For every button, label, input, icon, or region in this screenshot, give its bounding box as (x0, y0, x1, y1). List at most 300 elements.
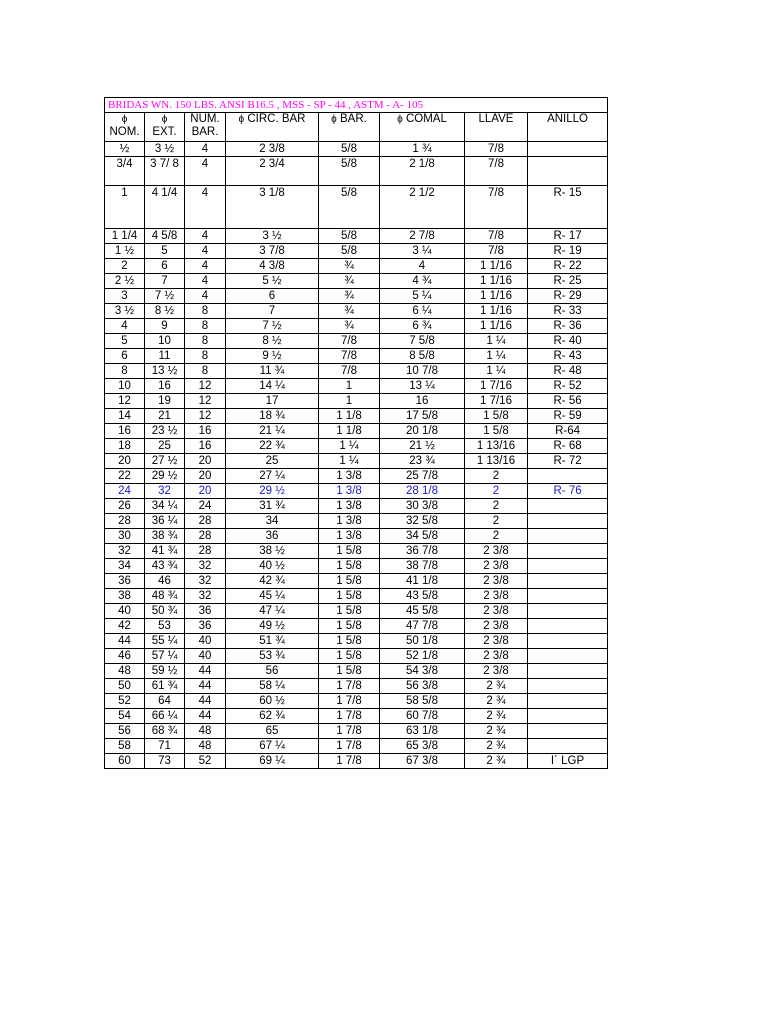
table-cell: 1 1/4 (105, 229, 145, 244)
table-row (105, 454, 608, 469)
table-cell: 17 5/8 (380, 409, 465, 424)
table-cell: 3 ¼ (380, 244, 465, 259)
table-row (105, 619, 608, 634)
table-row (105, 544, 608, 559)
table-cell: ¾ (319, 304, 380, 319)
table-cell: 36 (185, 619, 226, 634)
table-cell (528, 634, 608, 649)
table-cell: 20 (185, 469, 226, 484)
table-cell (528, 739, 608, 754)
table-cell (528, 514, 608, 529)
flange-table (104, 97, 608, 769)
table-cell: 4 (185, 244, 226, 259)
table-cell: 21 ½ (380, 439, 465, 454)
diameter-symbol: ϕ (397, 114, 403, 125)
table-cell: 5 ½ (226, 274, 319, 289)
table-cell: 34 5/8 (380, 529, 465, 544)
table-cell: 1 3/8 (319, 499, 380, 514)
table-cell: 60 (105, 754, 145, 769)
table-cell: R- 68 (528, 439, 608, 454)
table-cell: 7/8 (465, 244, 528, 259)
table-cell: 2 1/8 (380, 157, 465, 186)
table-title: BRIDAS WN. 150 LBS. ANSI B16.5 , MSS - SP - 44 , ASTM - A- 105 (105, 98, 608, 113)
table-cell: 2 (465, 469, 528, 484)
table-cell: 4 3/8 (226, 259, 319, 274)
table-cell: 4 (185, 142, 226, 157)
table-cell: 1 ¾ (380, 142, 465, 157)
table-cell: 36 (105, 574, 145, 589)
table-cell: 63 1/8 (380, 724, 465, 739)
table-cell: 28 1/8 (380, 484, 465, 499)
table-cell: 7/8 (465, 186, 528, 229)
table-cell: 2 3/8 (465, 634, 528, 649)
table-cell: 47 ¼ (226, 604, 319, 619)
table-cell: 5 ¼ (380, 289, 465, 304)
table-cell: 4 (380, 259, 465, 274)
diameter-symbol: ϕ (121, 114, 128, 125)
table-cell: 24 (105, 484, 145, 499)
table-cell: 34 (226, 514, 319, 529)
table-cell: 19 (145, 394, 185, 409)
table-cell (528, 529, 608, 544)
table-cell: 69 ¼ (226, 754, 319, 769)
table-cell: 23 ½ (145, 424, 185, 439)
table-cell: 10 7/8 (380, 364, 465, 379)
table-cell: 46 (105, 649, 145, 664)
table-cell: 7/8 (465, 142, 528, 157)
table-row (105, 469, 608, 484)
table-cell: R- 56 (528, 394, 608, 409)
table-cell: R- 52 (528, 379, 608, 394)
table-cell: 36 (226, 529, 319, 544)
table-cell (528, 709, 608, 724)
table-cell: 34 ¼ (145, 499, 185, 514)
table-cell: 2 ¾ (465, 679, 528, 694)
table-cell: 13 ¼ (380, 379, 465, 394)
table-cell: 51 ¾ (226, 634, 319, 649)
table-cell (528, 469, 608, 484)
table-cell: 1 ½ (105, 244, 145, 259)
table-cell: 4 1/4 (145, 186, 185, 229)
table-cell: R- 48 (528, 364, 608, 379)
table-cell: 56 (105, 724, 145, 739)
table-cell: 28 (185, 514, 226, 529)
table-cell: 66 ¼ (145, 709, 185, 724)
table-cell: 1 ¼ (465, 334, 528, 349)
table-cell: 12 (105, 394, 145, 409)
table-cell: 1 5/8 (319, 649, 380, 664)
table-cell: 38 (105, 589, 145, 604)
table-cell: 32 (185, 559, 226, 574)
table-cell: 2 3/8 (465, 559, 528, 574)
table-cell: 2 3/8 (465, 664, 528, 679)
column-header (185, 113, 226, 142)
table-cell: 32 (185, 589, 226, 604)
table-cell: 26 (105, 499, 145, 514)
table-cell: 38 ¾ (145, 529, 185, 544)
table-cell (528, 724, 608, 739)
table-cell: 29 ½ (226, 484, 319, 499)
table-cell: 1 13/16 (465, 454, 528, 469)
table-cell: 1 (319, 379, 380, 394)
table-cell: 44 (185, 694, 226, 709)
table-cell (528, 664, 608, 679)
table-row (105, 304, 608, 319)
table-cell: 7/8 (319, 349, 380, 364)
table-cell: 4 (185, 289, 226, 304)
table-cell: 44 (185, 679, 226, 694)
table-cell: 7 ½ (145, 289, 185, 304)
table-cell: 30 3/8 (380, 499, 465, 514)
table-cell: 10 (105, 379, 145, 394)
table-cell: 64 (145, 694, 185, 709)
table-cell (528, 559, 608, 574)
table-cell: R- 22 (528, 259, 608, 274)
table-cell: 40 (105, 604, 145, 619)
table-cell: 61 ¾ (145, 679, 185, 694)
table-cell: 52 (105, 694, 145, 709)
table-row (105, 186, 608, 229)
table-cell: R- 43 (528, 349, 608, 364)
table-cell (528, 157, 608, 186)
table-row (105, 439, 608, 454)
table-row (105, 157, 608, 186)
table-cell: 60 ½ (226, 694, 319, 709)
table-cell: 7 5/8 (380, 334, 465, 349)
table-cell: 52 1/8 (380, 649, 465, 664)
table-cell: 3 ½ (226, 229, 319, 244)
table-cell: 4 (185, 229, 226, 244)
table-cell: 11 ¾ (226, 364, 319, 379)
table-row (105, 364, 608, 379)
table-cell: 60 7/8 (380, 709, 465, 724)
table-cell: 25 (145, 439, 185, 454)
table-cell: 36 (185, 604, 226, 619)
diameter-symbol: ϕ (161, 114, 168, 125)
table-row (105, 574, 608, 589)
table-cell (528, 604, 608, 619)
table-cell: 48 (105, 664, 145, 679)
table-cell: 1 5/8 (319, 544, 380, 559)
table-row (105, 424, 608, 439)
table-cell: 56 3/8 (380, 679, 465, 694)
table-cell: 2 3/4 (226, 157, 319, 186)
table-row (105, 379, 608, 394)
table-cell: 1 ¼ (465, 349, 528, 364)
table-row (105, 394, 608, 409)
table-cell: 1 3/8 (319, 529, 380, 544)
table-cell: 22 ¾ (226, 439, 319, 454)
table-cell: 7 ½ (226, 319, 319, 334)
table-cell (528, 544, 608, 559)
table-cell: 16 (145, 379, 185, 394)
table-row (105, 229, 608, 244)
table-cell: 9 ½ (226, 349, 319, 364)
table-cell: 20 (185, 484, 226, 499)
table-cell: 25 7/8 (380, 469, 465, 484)
table-cell: 14 ¼ (226, 379, 319, 394)
table-cell: 14 (105, 409, 145, 424)
table-cell: 71 (145, 739, 185, 754)
table-cell: R- 72 (528, 454, 608, 469)
table-row (105, 289, 608, 304)
table-row (105, 664, 608, 679)
table-row (105, 259, 608, 274)
table-cell: 45 5/8 (380, 604, 465, 619)
table-cell: 18 (105, 439, 145, 454)
table-cell: 57 ¼ (145, 649, 185, 664)
table-cell: 5/8 (319, 142, 380, 157)
table-cell: 3 ½ (105, 304, 145, 319)
table-cell: 4 (185, 157, 226, 186)
table-cell: 53 (145, 619, 185, 634)
table-cell: 16 (105, 424, 145, 439)
table-cell: 1 7/8 (319, 754, 380, 769)
table-cell: 6 (105, 349, 145, 364)
table-row (105, 709, 608, 724)
table-cell: 2 ¾ (465, 724, 528, 739)
table-cell: 1 3/8 (319, 514, 380, 529)
table-cell: 7/8 (465, 229, 528, 244)
table-cell: 6 (226, 289, 319, 304)
table-cell: 2 (465, 499, 528, 514)
table-row (105, 349, 608, 364)
table-cell: 20 (185, 454, 226, 469)
table-cell: ¾ (319, 289, 380, 304)
table-cell: 4 (105, 319, 145, 334)
table-cell: 46 (145, 574, 185, 589)
table-cell: 2 (105, 259, 145, 274)
table-cell: 43 ¾ (145, 559, 185, 574)
table-cell: 48 ¾ (145, 589, 185, 604)
table-cell: 5 (145, 244, 185, 259)
table-cell: 36 ¼ (145, 514, 185, 529)
table-cell: 2 ¾ (465, 694, 528, 709)
table-cell: 2 3/8 (465, 589, 528, 604)
table-cell: 73 (145, 754, 185, 769)
table-cell: 27 ¼ (226, 469, 319, 484)
table-cell: 6 ¼ (380, 304, 465, 319)
table-cell: 2 3/8 (465, 544, 528, 559)
table-cell: 4 ¾ (380, 274, 465, 289)
table-cell: 1 5/8 (319, 634, 380, 649)
table-cell: 32 (105, 544, 145, 559)
table-cell: 32 5/8 (380, 514, 465, 529)
title-row (105, 98, 608, 113)
table-cell: 1 (319, 394, 380, 409)
table-cell: 1 ¼ (319, 439, 380, 454)
table-cell: 44 (185, 664, 226, 679)
table-cell: 8 (185, 304, 226, 319)
table-cell: 8 (105, 364, 145, 379)
table-cell: 25 (226, 454, 319, 469)
table-cell (528, 649, 608, 664)
table-cell: ¾ (319, 319, 380, 334)
table-cell: 42 (105, 619, 145, 634)
table-cell: 9 (145, 319, 185, 334)
table-cell: 3 (105, 289, 145, 304)
table-cell: 1 5/8 (319, 589, 380, 604)
column-header-label: ANILLO (547, 113, 588, 125)
table-cell: ¾ (319, 259, 380, 274)
table-cell: R- 19 (528, 244, 608, 259)
table-row (105, 754, 608, 769)
table-cell: ½ (105, 142, 145, 157)
table-cell: 3 7/8 (226, 244, 319, 259)
table-row (105, 319, 608, 334)
table-cell: 1 7/8 (319, 724, 380, 739)
table-cell: 30 (105, 529, 145, 544)
table-cell: 1 1/16 (465, 304, 528, 319)
table-cell: 6 ¾ (380, 319, 465, 334)
table-cell: 50 1/8 (380, 634, 465, 649)
table-cell: 1 5/8 (319, 574, 380, 589)
table-cell: 34 (105, 559, 145, 574)
table-cell: 54 3/8 (380, 664, 465, 679)
table-cell: 56 (226, 664, 319, 679)
table-cell: R- 40 (528, 334, 608, 349)
table-cell: 3 7/ 8 (145, 157, 185, 186)
table-cell (528, 619, 608, 634)
table-cell (528, 574, 608, 589)
table-cell: 23 ¾ (380, 454, 465, 469)
table-cell: 67 3/8 (380, 754, 465, 769)
table-row (105, 484, 608, 499)
table-cell: 1 1/16 (465, 274, 528, 289)
table-cell (528, 694, 608, 709)
column-header-label: COMAL (405, 113, 447, 125)
column-header (105, 113, 145, 142)
table-cell: R- 17 (528, 229, 608, 244)
table-cell: 5/8 (319, 229, 380, 244)
table-cell (528, 589, 608, 604)
table-cell: 53 ¾ (226, 649, 319, 664)
table-cell: 45 ¼ (226, 589, 319, 604)
table-cell: 68 ¾ (145, 724, 185, 739)
table-cell: 2 3/8 (465, 619, 528, 634)
table-cell: 1 5/8 (319, 664, 380, 679)
table-cell: 55 ¼ (145, 634, 185, 649)
column-header-label: NUM. BAR. (190, 113, 220, 138)
table-cell: 2 ¾ (465, 709, 528, 724)
table-cell: 17 (226, 394, 319, 409)
table-cell: 16 (380, 394, 465, 409)
table-row (105, 649, 608, 664)
table-cell: 1 7/8 (319, 694, 380, 709)
table-cell: 1 1/16 (465, 319, 528, 334)
table-cell: 1 5/8 (465, 424, 528, 439)
table-cell: 8 (185, 334, 226, 349)
column-header-label: NOM. (109, 126, 140, 138)
table-cell: 2 1/2 (380, 186, 465, 229)
table-cell: 1 7/8 (319, 709, 380, 724)
column-header-label: LLAVE (478, 113, 514, 125)
diameter-symbol: ϕ (331, 114, 337, 125)
table-cell: 3/4 (105, 157, 145, 186)
table-cell: 5 (105, 334, 145, 349)
table-cell: 20 1/8 (380, 424, 465, 439)
table-cell: 4 5/8 (145, 229, 185, 244)
table-row (105, 589, 608, 604)
table-row (105, 499, 608, 514)
table-cell: 1 7/16 (465, 379, 528, 394)
table-cell: 1 3/8 (319, 484, 380, 499)
table-cell: 49 ½ (226, 619, 319, 634)
table-cell (528, 499, 608, 514)
column-header (319, 113, 380, 142)
column-header (528, 113, 608, 142)
table-cell: 2 7/8 (380, 229, 465, 244)
table-cell: 2 3/8 (465, 604, 528, 619)
table-cell: 7 (145, 274, 185, 289)
table-cell: 1 1/8 (319, 409, 380, 424)
table-cell: 1 5/8 (465, 409, 528, 424)
table-cell: 2 ¾ (465, 754, 528, 769)
table-cell: 8 ½ (145, 304, 185, 319)
table-cell (528, 142, 608, 157)
table-row (105, 634, 608, 649)
table-cell: R- 33 (528, 304, 608, 319)
table-cell: 7 (226, 304, 319, 319)
table-cell: 16 (185, 424, 226, 439)
table-cell: 1 5/8 (319, 604, 380, 619)
table-cell: 28 (185, 544, 226, 559)
table-cell: 20 (105, 454, 145, 469)
column-header (465, 113, 528, 142)
table-cell: 40 (185, 634, 226, 649)
table-cell: ¾ (319, 274, 380, 289)
table-row (105, 724, 608, 739)
column-header-label: EXT. (152, 126, 177, 138)
table-cell: 5/8 (319, 186, 380, 229)
table-cell: 4 (185, 259, 226, 274)
table-row (105, 559, 608, 574)
table-cell: 1 1/8 (319, 424, 380, 439)
table-cell: 42 ¾ (226, 574, 319, 589)
table-cell: R- 36 (528, 319, 608, 334)
table-cell: R-64 (528, 424, 608, 439)
diameter-symbol: ϕ (238, 114, 245, 125)
table-cell: 52 (185, 754, 226, 769)
table-cell: 31 ¾ (226, 499, 319, 514)
table-cell: 12 (185, 394, 226, 409)
table-cell: 2 (465, 484, 528, 499)
table-cell: 65 3/8 (380, 739, 465, 754)
table-cell: 58 (105, 739, 145, 754)
table-cell: 5/8 (319, 157, 380, 186)
table-row (105, 679, 608, 694)
table-cell: 65 (226, 724, 319, 739)
table-row (105, 274, 608, 289)
table-cell: 41 1/8 (380, 574, 465, 589)
table-cell: R- 59 (528, 409, 608, 424)
table-cell: 50 ¾ (145, 604, 185, 619)
table-cell: 32 (145, 484, 185, 499)
table-cell: 1 3/8 (319, 469, 380, 484)
table-cell: 62 ¾ (226, 709, 319, 724)
table-cell: 1 7/8 (319, 739, 380, 754)
table-row (105, 334, 608, 349)
table-cell: 18 ¾ (226, 409, 319, 424)
column-header (226, 113, 319, 142)
table-cell: 1 7/8 (319, 679, 380, 694)
table-cell: 2 3/8 (465, 649, 528, 664)
table-row (105, 529, 608, 544)
table-cell: 8 (185, 349, 226, 364)
table-row (105, 142, 608, 157)
column-header-label: BAR. (339, 113, 367, 125)
table-cell: 5/8 (319, 244, 380, 259)
